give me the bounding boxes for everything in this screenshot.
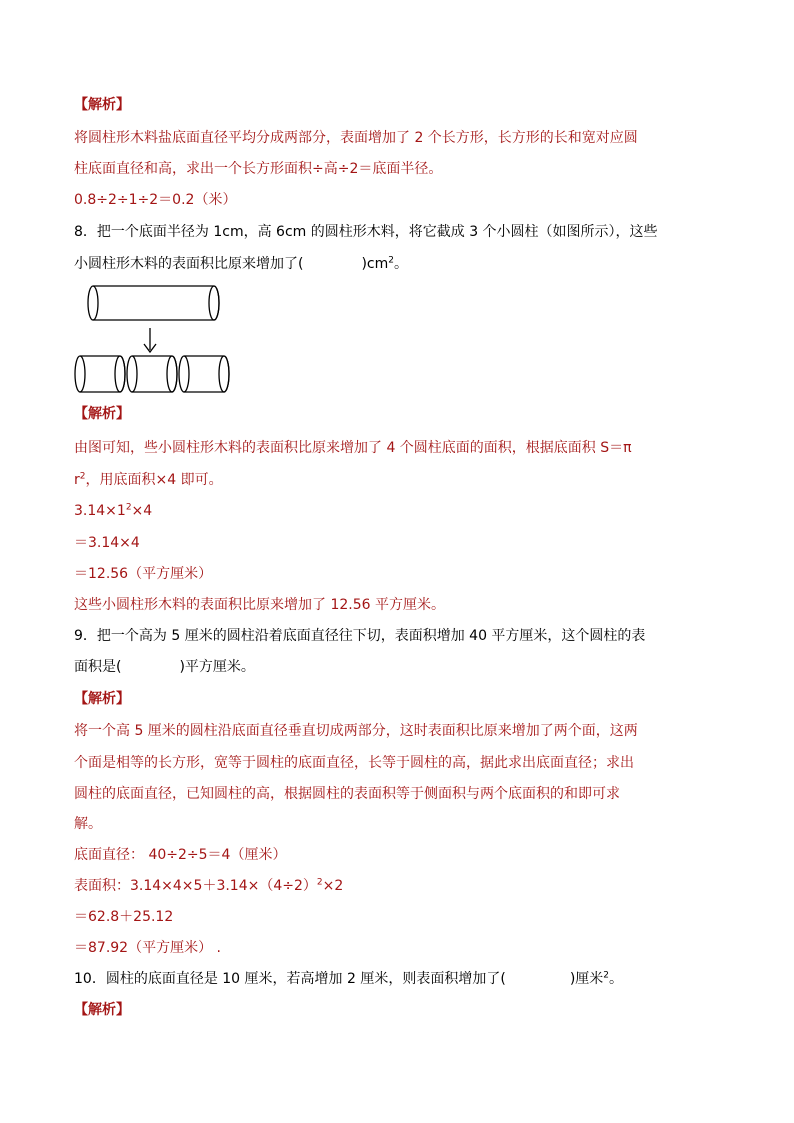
q9-analysis-line8: ＝87.92（平方厘米） . [74,940,221,956]
q9-analysis-line5: 底面直径： 40÷2÷5＝4（厘米） [74,847,287,863]
q8-analysis-line6: 这些小圆柱形木料的表面积比原来增加了 12.56 平方厘米。 [74,597,445,613]
q9-analysis-line7: ＝62.8＋25.12 [74,909,174,925]
q8-analysis-line2: $r^2$，用底面积×4 即可。 [74,471,223,488]
q9-text-line2: 面积是( )平方厘米。 [74,659,255,675]
q9-analysis-line1: 将一个高 5 厘米的圆柱沿底面直径垂直切成两部分，这时表面积比原来增加了两个面，这两 [74,723,638,739]
cylinder-cut-diagram [70,282,240,394]
q8-analysis-line1: 由图可知，些小圆柱形木料的表面积比原来增加了 4 个圆柱底面的面积，根据底面积 S＝π [74,440,632,456]
q10-text-line1: 10．圆柱的底面直径是 10 厘米，若高增加 2 厘米，则表面积增加了( )厘米$^2$。 [74,970,624,987]
q8-text-line1: 8．把一个底面半径为 1cm，高 6cm 的圆柱形木料，将它截成 3 个小圆柱（如图所示），这些 [74,224,658,240]
q8-analysis-line5: ＝12.56（平方厘米） [74,566,213,582]
analysis-label: 【解析】 [74,691,130,707]
small-cylinder-1 [75,356,125,392]
small-cylinder-2 [127,356,177,392]
q9-analysis-line2: 个面是相等的长方形，宽等于圆柱的底面直径，长等于圆柱的高，据此求出底面直径；求出 [74,755,634,771]
analysis-label: 【解析】 [74,406,130,422]
q7-analysis-line3: 0.8÷2÷1÷2＝0.2（米） [74,192,237,208]
analysis-label: 【解析】 [74,1002,130,1018]
down-arrow [144,328,156,352]
large-cylinder [88,286,219,320]
q7-analysis-line2: 柱底面直径和高，求出一个长方形面积÷高÷2＝底面半径。 [74,161,443,177]
q9-analysis-line4: 解。 [74,816,102,832]
q8-analysis-line3: $3.14\times 1^2\times 4$ [74,502,153,519]
q9-analysis-line3: 圆柱的底面直径，已知圆柱的高，根据圆柱的表面积等于侧面积与两个底面积的和即可求 [74,786,620,802]
analysis-label: 【解析】 [74,97,130,113]
q7-analysis-line1: 将圆柱形木料盐底面直径平均分成两部分，表面增加了 2 个长方形，长方形的长和宽对应圆 [74,130,638,146]
q8-analysis-line4: ＝3.14×4 [74,535,140,551]
q9-analysis-line6: 表面积：$3.14\times 4\times 5+3.14\times(4\div 2)^2\times 2$ [74,877,344,894]
small-cylinder-3 [179,356,229,392]
q9-text-line1: 9．把一个高为 5 厘米的圆柱沿着底面直径往下切，表面积增加 40 平方厘米，这个圆柱的表 [74,628,646,644]
q8-text-line2: 小圆柱形木料的表面积比原来增加了( )$cm^2$。 [74,255,408,272]
